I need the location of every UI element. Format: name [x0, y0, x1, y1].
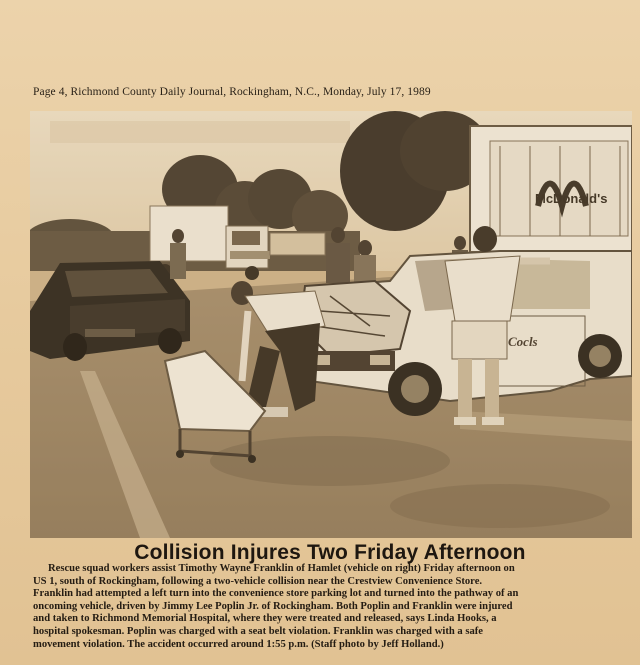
truck-logo-text: McDonald's [535, 191, 608, 206]
caption-line: Franklin had attempted a left turn into the convenience store parking lot and turned into the pathway of an [33, 588, 519, 600]
caption-line: hospital spokesman. Poplin was charged with a seat belt violation. Franklin was charged with a safe [33, 625, 483, 637]
headline: Collision Injures Two Friday Afternoon [134, 541, 526, 564]
photo-caption [33, 563, 629, 651]
dateline: Page 4, Richmond County Daily Journal, Rockingham, N.C., Monday, July 17, 1989 [33, 86, 431, 98]
caption-line: oncoming vehicle, driven by Jimmy Lee Poplin Jr. of Rockingham. Both Poplin and Franklin were injured [33, 600, 513, 612]
caption-line: US 1, south of Rockingham, following a two-vehicle collision near the Crestview Convenience Store. [33, 575, 483, 587]
news-photo [30, 111, 632, 538]
caption-line: and taken to Richmond Memorial Hospital, where they were treated and released, says Linda Hooks, a [33, 613, 497, 625]
caption-line: Rescue squad workers assist Timothy Wayne Franklin of Hamlet (vehicle on right) Friday afternoon on [48, 563, 515, 574]
caption-line: movement violation. The accident occurred around 1:55 p.m. (Staff photo by Jeff Holland.) [33, 638, 444, 650]
door-logo-text: Cocls [508, 334, 538, 349]
